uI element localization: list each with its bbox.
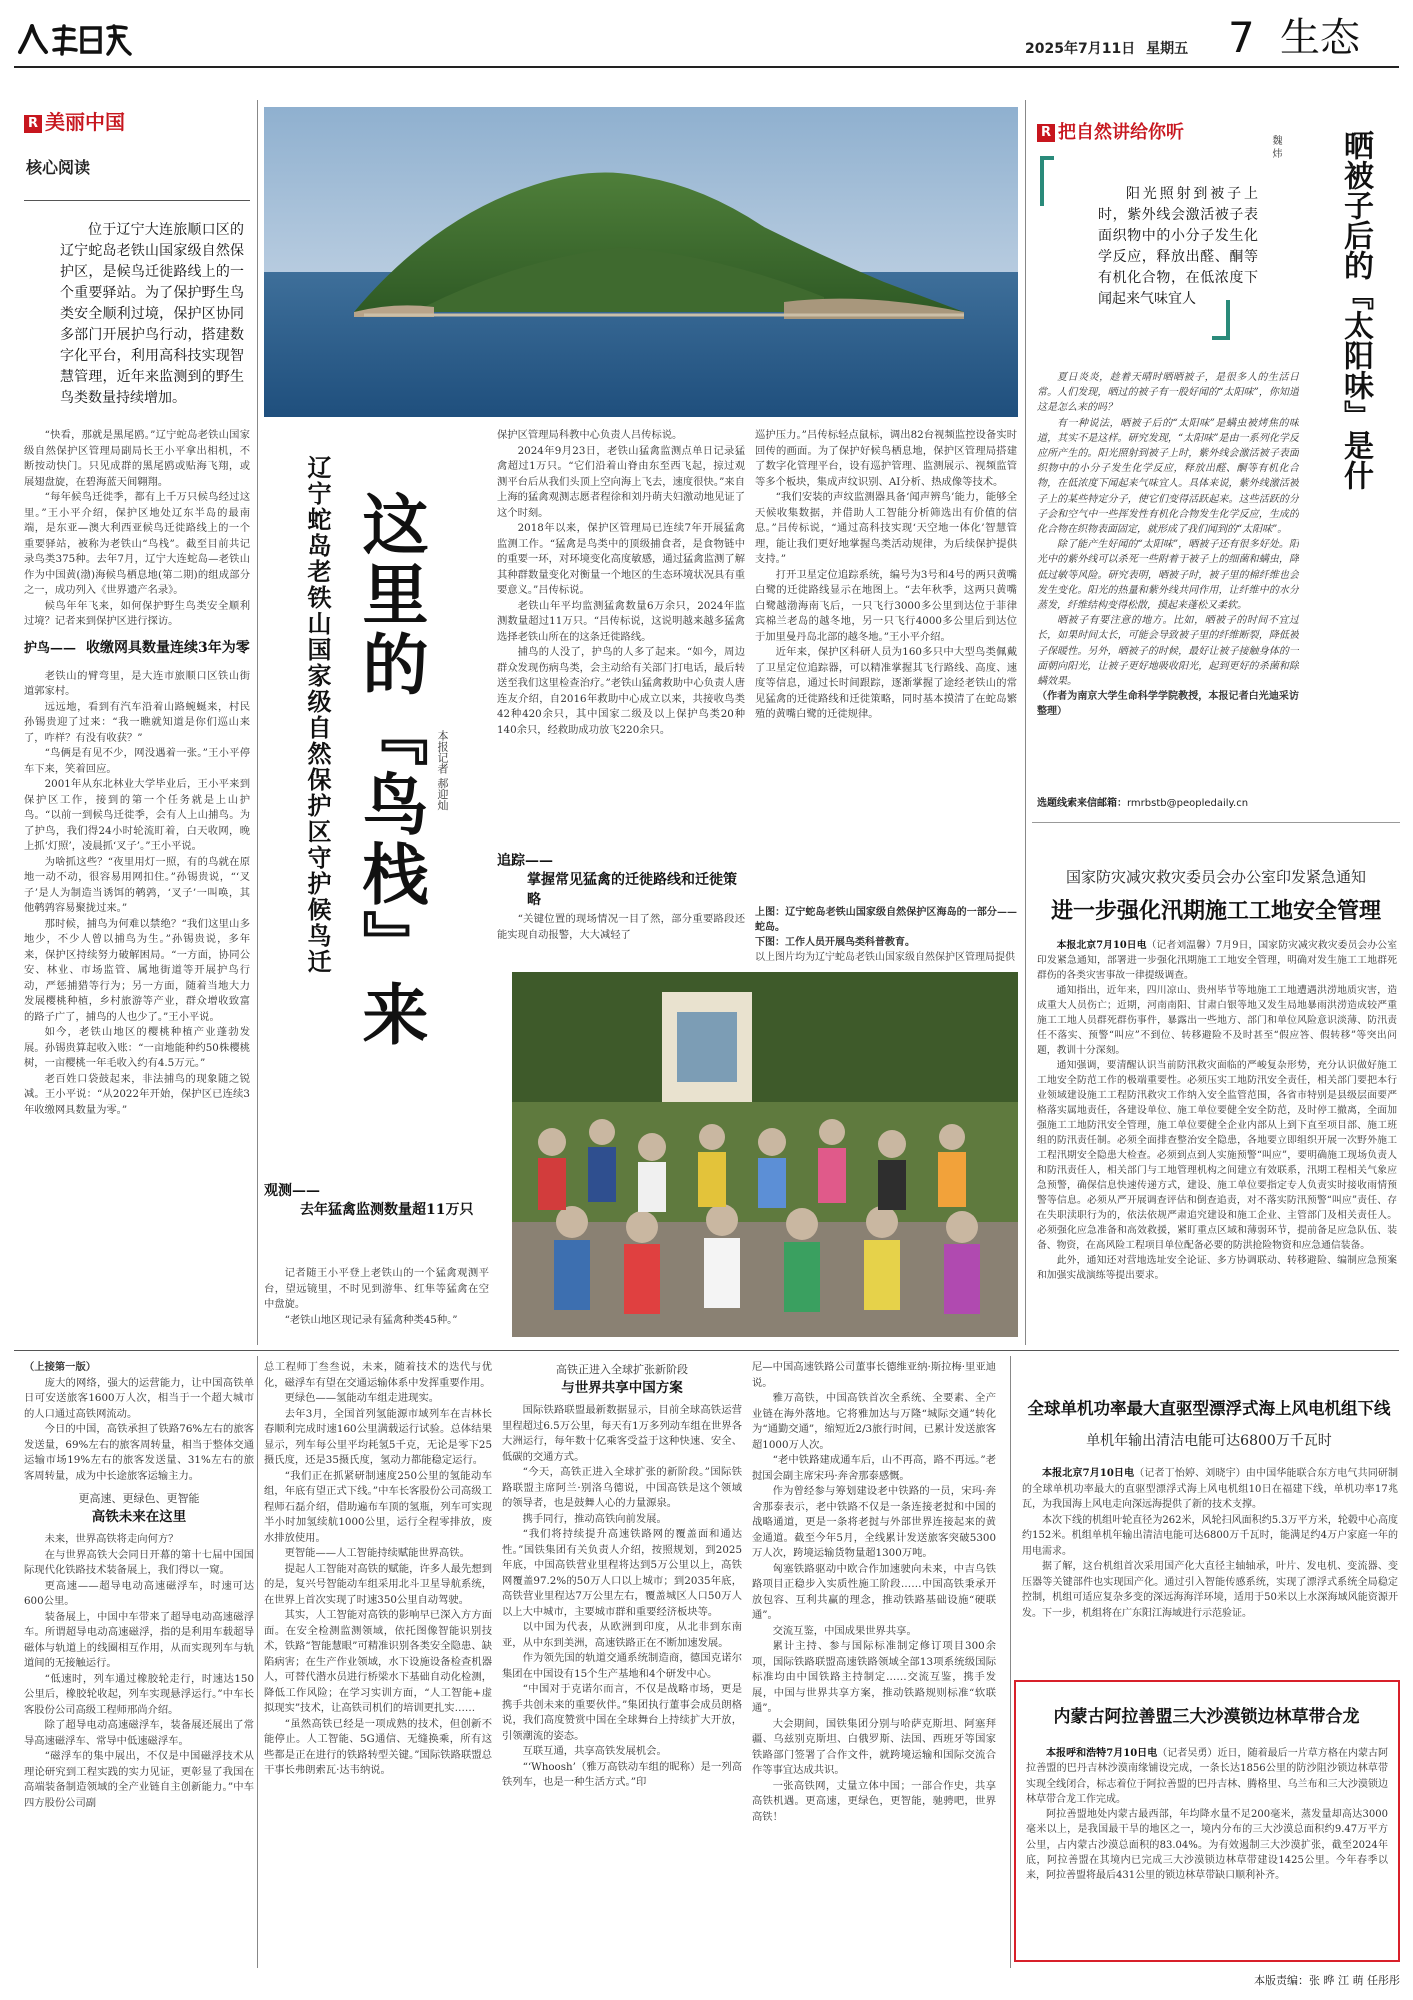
column-label-beautiful-china xyxy=(24,106,254,134)
logo-calligraphy-icon xyxy=(14,20,134,60)
paragraph: 夏日炎炎，趁着天晴时晒晒被子，是很多人的生活日常。人们发现，晒过的被子有一股好闻的“太阳味”，你知道这是怎么来的吗？ xyxy=(1037,372,1299,414)
paragraph: 老铁山的臂弯里，是大连市旅顺口区铁山街道郭家村。 xyxy=(24,669,250,697)
alxa-body xyxy=(1026,1746,1388,1951)
paragraph: “今天，高铁正进入全球扩张的新阶段。”国际铁路联盟主席阿兰·别洛乌德说，中国高铁是这个领域的领导者，也是鼓舞人心的力量源泉。 xyxy=(502,1466,742,1509)
paragraph: 装备展上，中国中车带来了超导电动高速磁浮车。所谓超导电动高速磁浮，指的是利用车载超导磁体与轨道上的线圈相互作用，从而实现列车与轨道间的无接触运行。 xyxy=(24,1610,254,1669)
paragraph: 尼—中国高速铁路公司董事长德维亚纳·斯拉梅·里亚迪说。 xyxy=(752,1361,996,1389)
photo-snake-island xyxy=(264,107,1018,417)
paragraph: 更智能——人工智能持续赋能世界高铁。 xyxy=(284,1547,470,1559)
section-heading-observation xyxy=(264,1180,489,1250)
paragraph: 携手同行，推动高铁向前发展。 xyxy=(522,1512,667,1525)
feature-body-col-c xyxy=(755,428,1017,898)
section-title: 掌握常见猛禽的迁徙路线和迁徙策略 xyxy=(527,872,737,908)
paragraph: “每年候鸟迁徙季，都有上千万只候鸟经过这里。”王小平介绍，保护区地处辽东半岛的最南端，是东亚—澳大利西亚候鸟迁徙路线上的一个重要驿站，被称为老铁山“鸟栈”。截至目前共记录鸟类375种。去年7月，辽宁大连蛇岛—老铁山作为中国黄(渤)海候鸟栖息地(第二期)的组成部分之一，成功列入《世界遗产名录》。 xyxy=(24,491,250,596)
photo-bird-education xyxy=(512,972,1018,1337)
paragraph: 雅万高铁，中国高铁首次全系统、全要素、全产业链在海外落地。它将雅加达与万隆“城际交通”转化为“通勤交通”，缩短近2/3旅行时间，已累计发送旅客超1000万人次。 xyxy=(752,1392,996,1451)
paragraph: 近日，随着最后一片草方格在内蒙古阿拉善盟的巴丹吉林沙漠南缘铺设完成，一条长达1856公里的防沙阻沙锁边林草带实现全线闭合，标志着位于阿拉善盟的巴丹吉林、腾格里、乌兰布和三大沙漠锁边林草带合龙工作完成。 xyxy=(1026,1748,1389,1805)
column-divider xyxy=(1010,1356,1011,1968)
paragraph: 除了超导电动高速磁浮车，装备展还展出了常导高速磁浮车、常导中低速磁浮车。 xyxy=(24,1719,254,1747)
nature-author: 魏 炜 xyxy=(1270,135,1281,159)
paragraph: “快看，那就是黑尾鸥。”辽宁蛇岛老铁山国家级自然保护区管理局副局长王小平拿出相机，不断按动快门。只见成群的黑尾鸥或贴海飞翔，或展翅盘旋，在碧海蓝天间翱翔。 xyxy=(24,429,250,488)
flood-kicker: 国家防灾减灾救灾委员会办公室印发紧急通知 xyxy=(1065,868,1366,886)
paragraph: 去年3月，全国首列氢能源市域列车在吉林长春顺利完成时速160公里满载运行试验。总体结果显示，列车每公里平均耗氢5千克，无论是零下25摄氏度，还是35摄氏度，氢动力都能稳定运行。 xyxy=(264,1407,492,1466)
paragraph: 2018年以来，保护区管理局已连续7年开展猛禽监测工作。“猛禽是鸟类中的顶级捕食者，是食物链中的重要一环，对环境变化高度敏感，通过猛禽监测了解其种群数量变化对衡量一个地区的生态环境状况具有重要意义。”吕传标说。 xyxy=(497,522,745,596)
paragraph: 未来，世界高铁将走向何方？ xyxy=(44,1533,179,1545)
alxa-article-box[interactable] xyxy=(1014,1680,1400,1962)
paragraph: “‘Whoosh’（雅万高铁动车组的昵称）是一列高铁列车，也是一种生活方式。”印 xyxy=(502,1760,742,1788)
newspaper-logo xyxy=(14,20,134,60)
paragraph: 总工程师丁叁叁说，未来，随着技术的迭代与优化，磁浮车有望在交通运输体系中发挥重要作用。 xyxy=(264,1361,492,1389)
column-label-nature xyxy=(1037,118,1257,142)
section-rule xyxy=(1032,822,1400,823)
section-title: 收缴网具数量连续3年为零 xyxy=(86,639,250,656)
column-divider xyxy=(257,100,258,1345)
paragraph: 在与世界高铁大会同日开幕的第十七届中国国际现代化铁路技术装备展上，我们得以一窥。 xyxy=(24,1548,254,1576)
section-title: 去年猛禽监测数量超11万只 xyxy=(300,1202,474,1218)
section-heading-tracking xyxy=(497,850,745,908)
paragraph: 候鸟年年飞来，如何保护野生鸟类安全顺利过境？记者来到保护区进行探访。 xyxy=(24,599,250,627)
wind-body xyxy=(1022,1466,1398,1666)
paragraph: “老铁山地区现记录有猛禽种类45种。” xyxy=(284,1313,458,1326)
lead-text: 位于辽宁大连旅顺口区的辽宁蛇岛老铁山国家级自然保护区，是候鸟迁徙路线上的一个重要驿站。为了保护野生鸟类安全顺利过境，保护区协同多部门开展护鸟行动，搭建数字化平台，利用高科技实现智慧管理，近年来监测到的野生鸟类数量持续增加。 xyxy=(60,222,244,406)
paragraph: “鸟俩是有见不少，网没遇着一张。”王小平停车下来，笑着回应。 xyxy=(24,747,250,775)
sub-title: 与世界共享中国方案 xyxy=(561,1380,683,1396)
alxa-title: 内蒙古阿拉善盟三大沙漠锁边林草带合龙 xyxy=(1053,1707,1360,1727)
paragraph: 通知指出，近年来，四川凉山、贵州毕节等地施工工地遭遇洪涝地质灾害，造成重大人员伤亡；近期，河南南阳、甘肃白银等地又发生局地暴雨洪涝造成较严重施工工地人员群死群伤事件，暴露出一些地方、部门和单位风险意识淡薄、防汛责任不落实、预警“叫应”不到位、转移避险不及时甚至“假应答、假转移”等突出问题，教训十分深刻。 xyxy=(1037,985,1397,1056)
paragraph: 保护区管理局科教中心负责人吕传标说。 xyxy=(497,429,683,441)
dateline: 本报呼和浩特7月10日电 xyxy=(1046,1748,1158,1759)
dateline: 本报北京7月10日电 xyxy=(1056,940,1147,951)
lead-paragraph xyxy=(60,220,244,420)
author-note: （作者为南京大学生命科学学院教授，本报记者白光迪采访整理） xyxy=(1037,691,1299,718)
clue-email[interactable]: rmrbstb@peopledaily.cn xyxy=(1127,798,1249,809)
masthead-rule xyxy=(14,66,1399,68)
feature-title: 这里的『鸟栈』来 xyxy=(351,490,429,1050)
byline: （记者吴勇） xyxy=(1157,1748,1218,1759)
fold-rule xyxy=(14,1350,1399,1351)
nature-title: 晒被子后的『太阳味』是什 xyxy=(1338,130,1373,490)
column-divider xyxy=(1025,100,1026,1345)
paragraph: 此外，通知还对营地选址安全论证、多方协调联动、转移避险、编制应急预案和加强实战演练等提出要求。 xyxy=(1037,1255,1397,1281)
byline: （记者刘温馨） xyxy=(1146,940,1216,951)
paragraph: “我们安装的声纹监测器具备‘闻声辨鸟’能力，能够全天候收集数据，并借助人工智能分析筛选出有价值的信息。”吕传标说，“通过高科技实现‘天空地一体化’智慧管理，能让我们更好地掌握鸟类活动规律，为后续保护提供支持。” xyxy=(755,491,1017,565)
section-kicker: 护鸟—— xyxy=(24,640,77,656)
paragraph: 据了解，这台机组首次采用国产化大直径主轴轴承，叶片、发电机、变流器、变压器等关键部件也实现国产化。通过引入智能传感系统，实现了漂浮式系统全局稳定控制，机组可适应复杂多变的深远海海洋环境，适用于50米以上水深海域风能资源开发。下一步，机组将在广东阳江海域进行示范验证。 xyxy=(1022,1561,1398,1619)
paragraph: “老中铁路建成通车后，山不再高，路不再远。”老挝国会副主席宋玛·奔舍那泰感慨。 xyxy=(752,1454,996,1482)
paragraph: “中国对于克诺尔而言，不仅是战略市场，更是携手共创未来的重要伙伴。”集团执行董事会成员朗格说，我们高度赞赏中国在全球舞台上持续扩大开放，引领潮流的姿态。 xyxy=(502,1683,742,1742)
sub-title: 高铁未来在这里 xyxy=(91,1509,187,1525)
paragraph: 累计主持、参与国际标准制定修订项目300余项，国际铁路联盟高速铁路领域全部13项系统级国际标准均由中国铁路主持制定……交流互鉴，携手发展，中国与世界共享方案，推动铁路规则标准“软联通”。 xyxy=(752,1640,996,1714)
paragraph: 本次下线的机组叶轮直径为262米，风轮扫风面积约5.3万平方米，轮毂中心高度约152米。机组单机年输出清洁电能可达6800万千瓦时，能满足约4万户家庭一年的用电需求。 xyxy=(1022,1514,1398,1557)
paragraph: “虽然高铁已经是一项成熟的技术，但创新不能停止。人工智能、5G通信、无缝换乘，所有这些都是正在进行的铁路转型关键。”国际铁路联盟总干事长弗朗索瓦·达韦纳说。 xyxy=(264,1717,492,1776)
paragraph: “磁浮车的集中展出，不仅是中国磁浮技术从理论研究到工程实践的实力见证，更彰显了我国在高端装备制造领域的全产业链自主创新能力。”中车四方股份公司副 xyxy=(24,1750,254,1809)
sub-kicker: 更高速、更绿色、更智能 xyxy=(78,1492,200,1505)
feature-deck: 辽宁蛇岛老铁山国家级自然保护区守护候鸟迁 xyxy=(303,455,332,975)
column-badge-icon: R xyxy=(1037,124,1055,142)
paragraph: 2001年从东北林业大学毕业后，王小平来到保护区工作，接到的第一个任务就是上山护鸟。“以前一到候鸟迁徙季，会有人上山捕鸟。为了护鸟，我们得24小时轮流盯着，白天收网，晚上抓‘灯照’，凌晨抓‘叉子’。”王小平说。 xyxy=(24,778,250,852)
paragraph: 巡护压力。”吕传标轻点鼠标，调出82台视频监控设备实时回传的画面。为了保护好候鸟栖息地，保护区管理局搭建了数字化管理平台，设有巡护管理、监测展示、视频监管等多个板块，集成声纹识别、AI分析、热成像等技术。 xyxy=(755,429,1017,488)
paragraph: 捕鸟的人没了，护鸟的人多了起来。“如今，周边群众发现伤病鸟类，会主动给有关部门打电话，最后转送至我们这里检查治疗。”老铁山猛禽救助中心负责人唐连友介绍，自2016年救助中心成立以来，共接收鸟类42种420余只，其中国家二级及以上保护鸟类20种140余只，经救助成功放飞220余只。 xyxy=(497,646,745,736)
hsr-col-2 xyxy=(264,1360,492,1965)
hsr-col-3 xyxy=(502,1360,742,1965)
paragraph: 那时候，捕鸟为何难以禁绝？“我们这里山多地少，不少人曾以捕鸟为生。”孙锡贵说，多年来，保护区持续努力破解困局。“一方面，协同公安、林业、市场监管、属地街道等开展护鸟行动，严惩捕猎等行为；另一方面，随着当地大力发展樱桃种植，乡村旅游等产业，群众增收致富的路子广了，捕鸟的人也少了。”王小平说。 xyxy=(24,917,250,1023)
column-title: 美丽中国 xyxy=(45,110,125,134)
clue-line xyxy=(1037,794,1377,812)
paragraph: 国际铁路联盟最新数据显示，目前全球高铁运营里程超过6.5万公里，每天有1万多列动车组在世界各大洲运行，每年数十亿乘客受益于这种快速、安全、低碳的交通方式。 xyxy=(502,1404,742,1463)
paragraph: 今日的中国，高铁承担了铁路76%左右的旅客发送量，69%左右的旅客周转量，相当于整体交通运输市场19%左右的旅客发送量、31%左右的旅客周转量，成为中长途旅客运输主力。 xyxy=(24,1423,254,1482)
nature-pull-quote: 阳光照射到被子上时，紫外线会激活被子表面织物中的小分子发生化学反应，释放出醛、酮等有机化合物，在低浓度下闻起来气味宜人 xyxy=(1098,186,1258,307)
paragraph: 如今，老铁山地区的樱桃种植产业蓬勃发展。孙锡贵算起收入账：“一亩地能种约50株樱桃树，一亩樱桃一年毛收入约有4.5万元。” xyxy=(24,1026,250,1069)
dateline: 本报北京7月10日电 xyxy=(1042,1468,1135,1479)
paragraph: 阿拉善盟地处内蒙古最西部，年均降水量不足200毫米，蒸发量却高达3000毫米以上，是我国最干旱的地区之一，境内分布的三大沙漠总面积约9.47万平方公里，占内蒙古沙漠总面积的83.04%。为有效遏制三大沙漠扩张，截至2024年底，阿拉善盟在其境内已完成三大沙漠锁边林草带建设1425公里。今年春季以来，阿拉善盟将最后431公里的锁边林草带缺口顺利补齐。 xyxy=(1026,1809,1388,1882)
wind-subtitle: 单机年输出清洁电能可达6800万千瓦时 xyxy=(1086,1433,1332,1449)
issue-date xyxy=(1025,38,1225,58)
flood-body xyxy=(1037,938,1397,1338)
feature-body-col-b xyxy=(497,428,745,848)
sub-kicker: 高铁正进入全球扩张新阶段 xyxy=(556,1363,688,1376)
paragraph: 互联互通，共享高铁发展机会。 xyxy=(522,1745,667,1757)
paragraph: 7月9日，国家防灾减灾救灾委员会办公室印发紧急通知，部署进一步强化汛期施工工地安全管理，明确对发生施工工地群死群伤的各类灾害事故一律提级调查。 xyxy=(1037,940,1397,981)
paragraph: 作为曾经参与筹划建设老中铁路的一员，宋玛·奔舍那泰表示，老中铁路不仅是一条连接老挝和中国的战略通道，更是一条将老挝与外部世界连接起来的黄金通道。截至今年5月，全线累计发送旅客突破5300万人次，跨境运输货物量超1300万吨。 xyxy=(752,1485,996,1559)
paragraph: “我们将持续提升高速铁路网的覆盖面和通达性。”国铁集团有关负责人介绍，按照规划，到2025年底，中国高铁营业里程将达到5万公里以上，高铁网覆盖97.2%的50万人口以上城市；到2035年底，高铁营业里程达7万公里左右，覆盖城区人口50万人以上大中城市，主要城市群和重要经济板块等。 xyxy=(502,1528,742,1618)
paragraph: 大会期间，国铁集团分别与哈萨克斯坦、阿塞拜疆、乌兹别克斯坦、白俄罗斯、法国、西班牙等国家铁路部门签署了合作文件，就跨境运输和国际交流合作等事宜达成共识。 xyxy=(752,1717,996,1776)
paragraph: 其实，人工智能对高铁的影响早已深入方方面面。在安全检测监测领域，依托图像智能识别技术，铁路“智能慧眼”可精准识别各类安全隐患、缺陷病害；在生产作业领域，水下设施设备检查机器人，可替代潜水员进行桥梁水下基础自动化检测，降低工作风险；在学习实训方面，“人工智能+虚拟现实”技术，让高铁司机们的培训更扎实…… xyxy=(264,1609,492,1714)
column-badge-icon: R xyxy=(24,115,42,133)
paragraph: 通知强调，要清醒认识当前防汛救灾面临的严峻复杂形势，充分认识做好施工工地安全防范工作的极端重要性。必须压实工地防汛安全责任，相关部门要把本行业领域建设施工工程防汛救灾工作纳入安全监管范围，各省市特别是县级层面要严格落实属地责任，各建设单位、施工单位要健全安全防范，及时停工撤离，全面加强施工工地防汛安全管理，施工单位要健全企业内部从上到下直至项目部、施工班组的防汛责任制。必须全面排查整治安全隐患，各地要立即组织开展一次野外施工工程汛期安全隐患大检查。必须到点到人实施预警“叫应”，要明确施工现场负责人和防汛责任人，相关部门与工地管理机构之间建立有效联系，汛期工程相关气象应急预警，确保信息快速传递方式，建设、施工单位要指定专人负责实时接收雨情预警等信息。必须从严开展调查评估和倒查追责，对不落实防汛预警“叫应”责任、存在失职渎职行为的，依法依规严肃追究建设和施工企业、主管部门及相关责任人。必须强化应急准备和高效救援，紧盯重点区域和薄弱环节，提前备足应急队伍、装备、物资，在高风险工程项目单位配备必要的防洪抢险物资和应急通信装备。 xyxy=(1037,1060,1397,1251)
byline: （记者丁怡婷、刘晓宇） xyxy=(1134,1468,1246,1479)
paragraph: 庞大的网络，强大的运营能力，让中国高铁单日可安送旅客1600万人次，相当于一个超大城市的人口通过高铁网流动。 xyxy=(24,1376,254,1420)
paragraph: 晒被子有要注意的地方。比如，晒被子的时间不宜过长，如果时间太长，可能会导致被子里的纤维断裂，降低被子保暖性。另外，晒被子的时候，最好让被子接触身体的一面朝向阳光，让被子更好地吸收阳光，起到更好的杀菌和除螨效果。 xyxy=(1037,615,1299,688)
section-kicker: 观测—— xyxy=(264,1183,320,1199)
nature-body xyxy=(1037,370,1299,812)
flood-title: 进一步强化汛期施工工地安全管理 xyxy=(1050,898,1381,924)
caption-up: 上图：辽宁蛇岛老铁山国家级自然保护区海岛的一部分——蛇岛。 xyxy=(755,907,1017,933)
clue-label: 选题线索来信邮箱： xyxy=(1037,798,1127,809)
paragraph: 近年来，保护区科研人员为160多只中大型鸟类佩戴了卫星定位追踪器，可以精准掌握其飞行路线、高度、速度等信息，通过长时间跟踪，逐渐掌握了途经老铁山的常见猛禽的迁徙路线和迁徙策略，同时基本摸清了在蛇岛繁殖的黄嘴白鹭的迁徙规律。 xyxy=(755,646,1017,720)
island-aerial-photo-icon xyxy=(264,107,1018,417)
paragraph: 由中国华能联合东方电气共同研制的全球单机功率最大的直驱型漂浮式海上风电机组10日在福建下线，单机功率17兆瓦，为我国海上风电走向深远海提供了新的技术支撑。 xyxy=(1022,1468,1398,1510)
paragraph: 作为领先国的轨道交通系统制造商，德国克诺尔集团在中国设有15个生产基地和4个研发中心。 xyxy=(502,1652,742,1680)
paragraph: 老百姓口袋鼓起来，非法捕鸟的现象随之锐减。王小平说：“从2022年开始，保护区已连续3年收缴网具数量为零。” xyxy=(24,1072,250,1116)
kicker-rule xyxy=(24,200,250,201)
paragraph: “我们正在抓紧研制速度250公里的氢能动车组，年底有望正式下线。”中车长客股份公司高级工程师石磊介绍，借助遍布车顶的氢瓶，列车可实现半小时加氢续航1000公里，运行全程零排放，废水排放使用。 xyxy=(264,1469,492,1544)
page-editors: 本版责编：张 晔 江 萌 任彤彤 xyxy=(1254,1974,1400,1987)
paragraph: 交流互鉴，中国成果世界共享。 xyxy=(772,1624,917,1637)
paragraph: 老铁山年平均监测猛禽数量6万余只，2024年监测数量超过11万只。“吕传标说，这说明越来越多猛禽选择老铁山所在的这条迁徙路线。 xyxy=(497,599,745,643)
quote-open-bracket xyxy=(1040,156,1054,206)
paragraph: 一张高铁网，丈量立体中国；一部合作史，共享高铁机遇。更高速，更绿色，更智能，驰骋吧，世界高铁！ xyxy=(752,1779,996,1823)
paragraph: 匈塞铁路驱动中欧合作加速驶向未来，中吉乌铁路项目正稳步入实质性施工阶段……中国高铁秉承开放包容、互利共赢的理念，推动铁路基础设施“硬联通”。 xyxy=(752,1562,996,1621)
page-number: 7 xyxy=(1228,14,1255,62)
crowd-photo-icon xyxy=(512,972,1018,1337)
paragraph: “低速时，列车通过橡胶轮走行，时速达150公里后，橡胶轮收起，列车实现悬浮运行。”中车长客股份公司高级工程师邢尚介绍。 xyxy=(24,1672,254,1716)
weekday-text: 星期五 xyxy=(1146,41,1189,57)
quote-close-bracket xyxy=(1212,300,1230,340)
photo-captions xyxy=(755,905,1017,963)
paragraph: 远远地，看到有汽车沿着山路蜿蜒来，村民孙锡贵迎了过来：“我一瞧就知道是你们巡山来了，咋样？有没有收获？” xyxy=(24,700,250,744)
paragraph: 除了能产生好闻的“太阳味”，晒被子还有很多好处。阳光中的紫外线可以杀死一些附着于被子上的细菌和螨虫，降低过敏等风险。研究表明，晒被子时，被子里的棉纤维也会发生变化。阳光的热量和紫外线共同作用，让纤维中的水分蒸发，纤维结构变得松散，摸起来蓬松又柔软。 xyxy=(1037,539,1299,612)
column-divider xyxy=(257,1356,258,1968)
paragraph: 2024年9月23日，老铁山猛禽监测点单日记录猛禽超过1万只。“它们沿着山脊由东至西飞起，掠过观测平台后从我们头顶上空向海上飞去，速度很快。”来自上海的猛禽观测志愿者程徐和刘丹萌夫妇激动地见证了这个时刻。 xyxy=(497,444,745,519)
section-heading-protect-birds xyxy=(24,638,250,659)
column-title: 把自然讲给你听 xyxy=(1058,122,1184,142)
kicker-core-reading: 核心阅读 xyxy=(26,158,91,177)
section-name: 生态 xyxy=(1280,15,1360,61)
wind-title: 全球单机功率最大直驱型漂浮式海上风电机组下线 xyxy=(1027,1399,1391,1418)
feature-byline: 本报记者 郝迎灿 xyxy=(436,730,449,811)
paragraph: 更绿色——氢能动车组走进现实。 xyxy=(284,1392,440,1404)
paragraph: 提起人工智能对高铁的赋能，许多人最先想到的是，复兴号智能动车组采用北斗卫星导航系统，在世界上首次实现了时速350公里自动驾驶。 xyxy=(264,1562,492,1606)
paragraph: 有一种说法，晒被子后的“太阳味”是螨虫被烤焦的味道，其实不是这样。研究发现，“太阳味”是由一系列化学反应所产生的。阳光照射到被子上时，紫外线会激活被子表面织物中的小分子发生化学反应，释放出醛、酮等有机化合物，在低浓度下闻起来气味宜人。具体来说，紫外线激活被子上的某些特定分子，使它们变得活跃起来。这些活跃的分子会和空气中一些挥发性有机化合物发生化学反应，生成的化合物在织物表面固定，就形成了我们闻到的“太阳味”。 xyxy=(1037,417,1299,536)
caption-credit: 以上图片均为辽宁蛇岛老铁山国家级自然保护区管理局提供 xyxy=(755,952,1015,963)
section-kicker: 追踪—— xyxy=(497,853,553,869)
continued-label: （上接第一版） xyxy=(24,1361,97,1373)
paragraph: 为啥抓这些？“夜里用灯一照，有的鸟就在原地一动不动，很容易用网扣住。”孙锡贵说，“‘叉子’是人为制造当诱饵的鹌鹑，‘叉子’一叫唤，其他鹌鹑容易聚拢过来。” xyxy=(24,855,250,914)
hsr-col-4 xyxy=(752,1360,996,1965)
hsr-col-1 xyxy=(24,1360,254,1965)
paragraph: 以中国为代表，从欧洲到印度，从北非到东南亚，从中东到美洲，高速铁路正在不断加速发展。 xyxy=(502,1621,742,1649)
paragraph: 打开卫星定位追踪系统，编号为3号和4号的两只黄嘴白鹭的迁徙路线显示在地图上。“去年秋季，这两只黄嘴白鹭越渤海南飞后，一只飞行3000多公里到达位于菲律宾棉兰老岛的越冬地，另一只飞行4000多公里后到达位于加里曼丹岛北部的越冬地。”王小平介绍。 xyxy=(755,568,1017,643)
tracking-body xyxy=(497,912,745,948)
observation-body xyxy=(264,1266,489,1336)
date-text: 2025年7月11日 xyxy=(1025,41,1136,57)
paragraph: “关键位置的现场情况一目了然，部分重要路段还能实现自动报警，大大减轻了 xyxy=(497,913,745,941)
caption-down: 下图：工作人员开展鸟类科普教育。 xyxy=(755,937,915,948)
paragraph: 更高速——超导电动高速磁浮车，时速可达600公里。 xyxy=(24,1579,254,1607)
paragraph: 记者随王小平登上老铁山的一个猛禽观测平台，望远镜里，不时见到游隼、红隼等猛禽在空中盘旋。 xyxy=(264,1267,489,1310)
